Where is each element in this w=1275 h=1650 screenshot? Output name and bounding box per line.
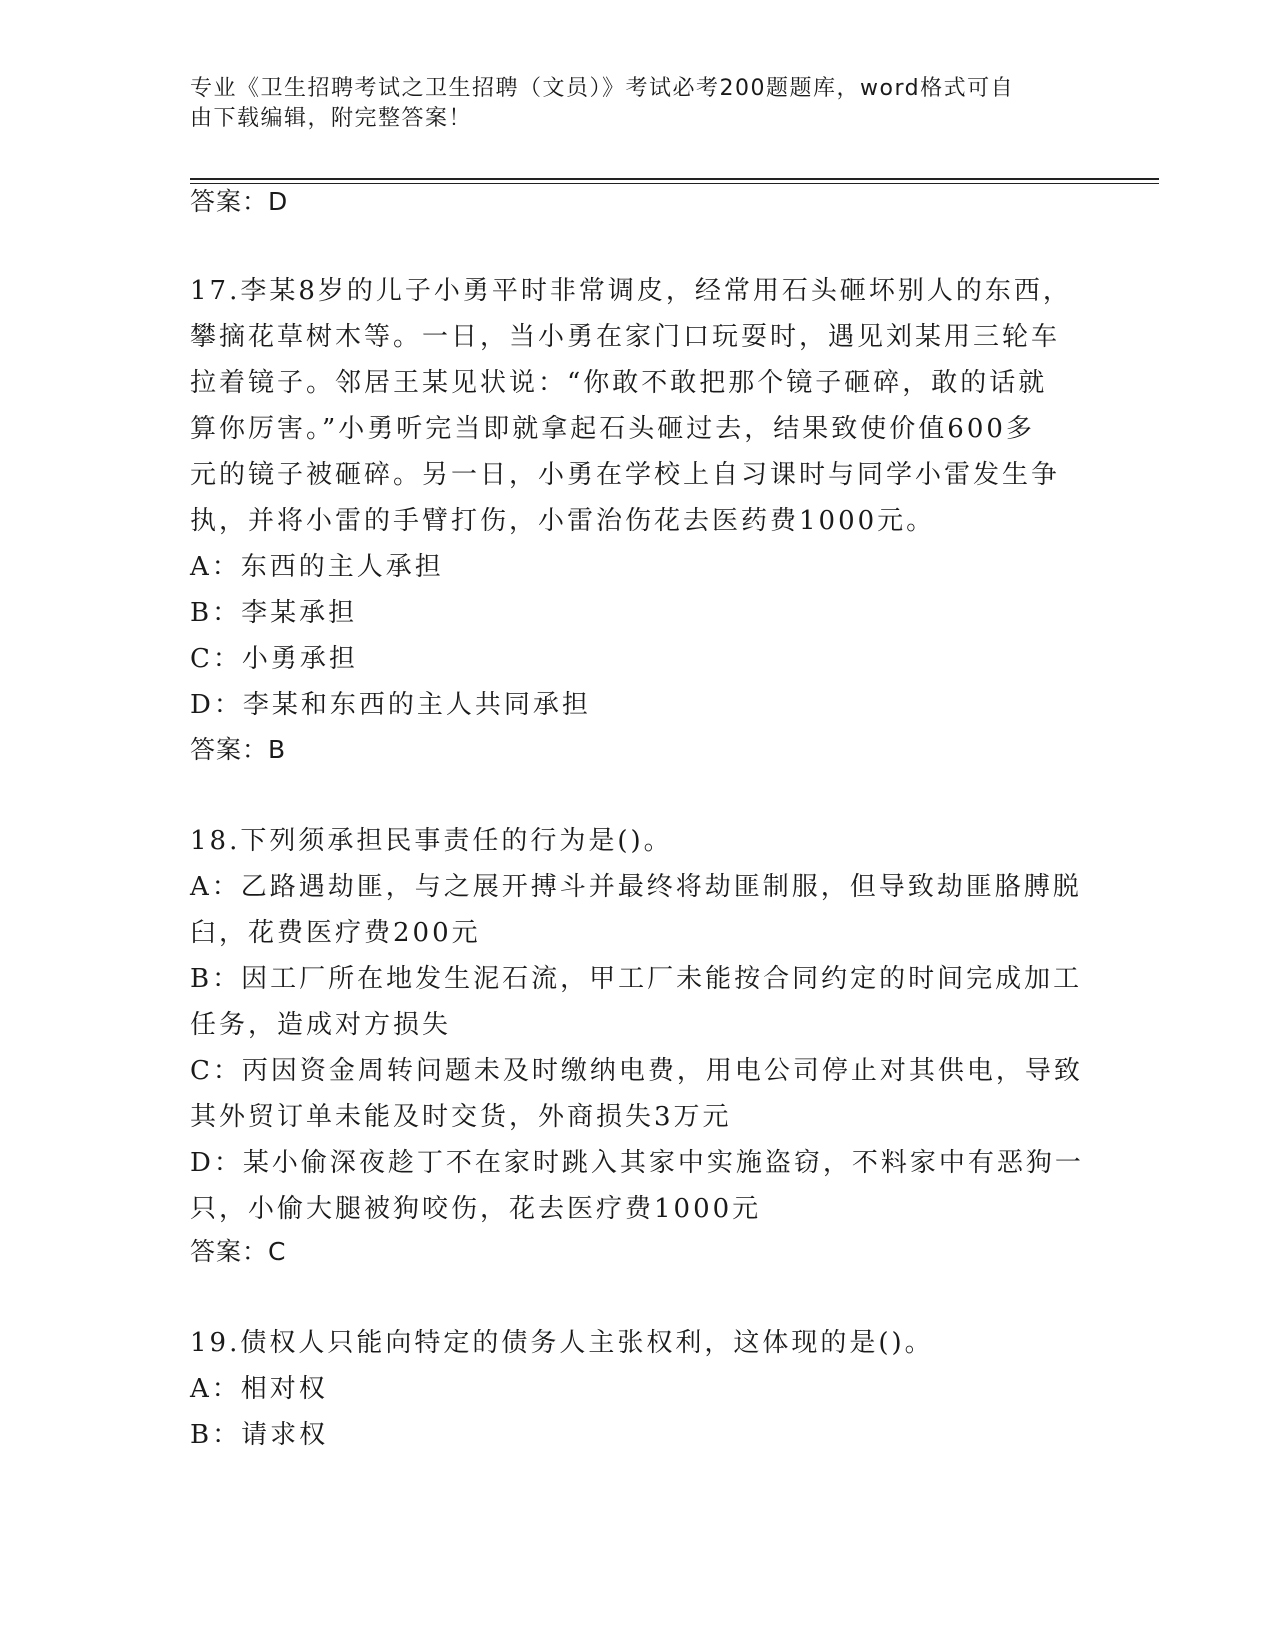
q18-option-b bbox=[190, 956, 1090, 1048]
q18-option-c-line: 其外贸订单未能及时交货，外商损失3万元 bbox=[190, 1102, 732, 1132]
q18-option-d bbox=[190, 1140, 1090, 1232]
q19-option-a: A：相对权 bbox=[190, 1374, 328, 1404]
header-rule bbox=[190, 178, 1159, 180]
q18-option-b-line: 任务，造成对方损失 bbox=[190, 1010, 452, 1040]
q17-stem-line: 攀摘花草树木等。一日，当小勇在家门口玩耍时，遇见刘某用三轮车 bbox=[190, 322, 1061, 352]
q18-option-b-line: B：因工厂所在地发生泥石流，甲工厂未能按合同约定的时间完成加工 bbox=[190, 964, 1083, 994]
q18-option-d-line: D：某小偷深夜趁丁不在家时跳入其家中实施盗窃，不料家中有恶狗一 bbox=[190, 1148, 1084, 1178]
q18-option-a-line: A：乙路遇劫匪，与之展开搏斗并最终将劫匪制服，但导致劫匪胳膊脱 bbox=[190, 872, 1082, 902]
q17-option-c: C：小勇承担 bbox=[190, 644, 358, 674]
q19-option-b: B：请求权 bbox=[190, 1420, 329, 1450]
q17-stem-line: 算你厉害。”小勇听完当即就拿起石头砸过去，结果致使价值600多 bbox=[190, 414, 1035, 444]
header-line-1: 专业《卫生招聘考试之卫生招聘（文员）》考试必考200题题库，word格式可自 bbox=[190, 76, 1015, 101]
header-rule-thin bbox=[190, 183, 1159, 184]
q17-option-b: B：李某承担 bbox=[190, 598, 358, 628]
q18-answer: 答案：C bbox=[190, 1237, 287, 1266]
q18-option-c-line: C：丙因资金周转问题未及时缴纳电费，用电公司停止对其供电，导致 bbox=[190, 1056, 1083, 1086]
question-18-stem: 18.下列须承担民事责任的行为是()。 bbox=[190, 826, 673, 856]
q18-option-a bbox=[190, 864, 1090, 956]
q17-stem-line: 拉着镜子。邻居王某见状说：“你敢不敢把那个镜子砸碎，敢的话就 bbox=[190, 368, 1048, 398]
q17-stem-line: 执，并将小雷的手臂打伤，小雷治伤花去医药费1000元。 bbox=[190, 506, 936, 536]
question-19-stem: 19.债权人只能向特定的债务人主张权利，这体现的是()。 bbox=[190, 1328, 934, 1358]
document-header bbox=[190, 74, 1090, 134]
answer-16: 答案：D bbox=[190, 187, 289, 216]
question-17-stem bbox=[190, 268, 1090, 544]
q17-option-a: A：东西的主人承担 bbox=[190, 552, 444, 582]
q17-answer: 答案：B bbox=[190, 735, 287, 764]
q17-stem-line: 17.李某8岁的儿子小勇平时非常调皮，经常用石头砸坏别人的东西， bbox=[190, 276, 1072, 306]
q18-option-d-line: 只，小偷大腿被狗咬伤，花去医疗费1000元 bbox=[190, 1194, 762, 1224]
q17-stem-line: 元的镜子被砸碎。另一日，小勇在学校上自习课时与同学小雷发生争 bbox=[190, 460, 1061, 490]
q17-option-d: D：李某和东西的主人共同承担 bbox=[190, 690, 591, 720]
header-line-2: 由下载编辑，附完整答案！ bbox=[190, 106, 473, 131]
q18-option-a-line: 臼，花费医疗费200元 bbox=[190, 918, 481, 948]
q18-option-c bbox=[190, 1048, 1090, 1140]
